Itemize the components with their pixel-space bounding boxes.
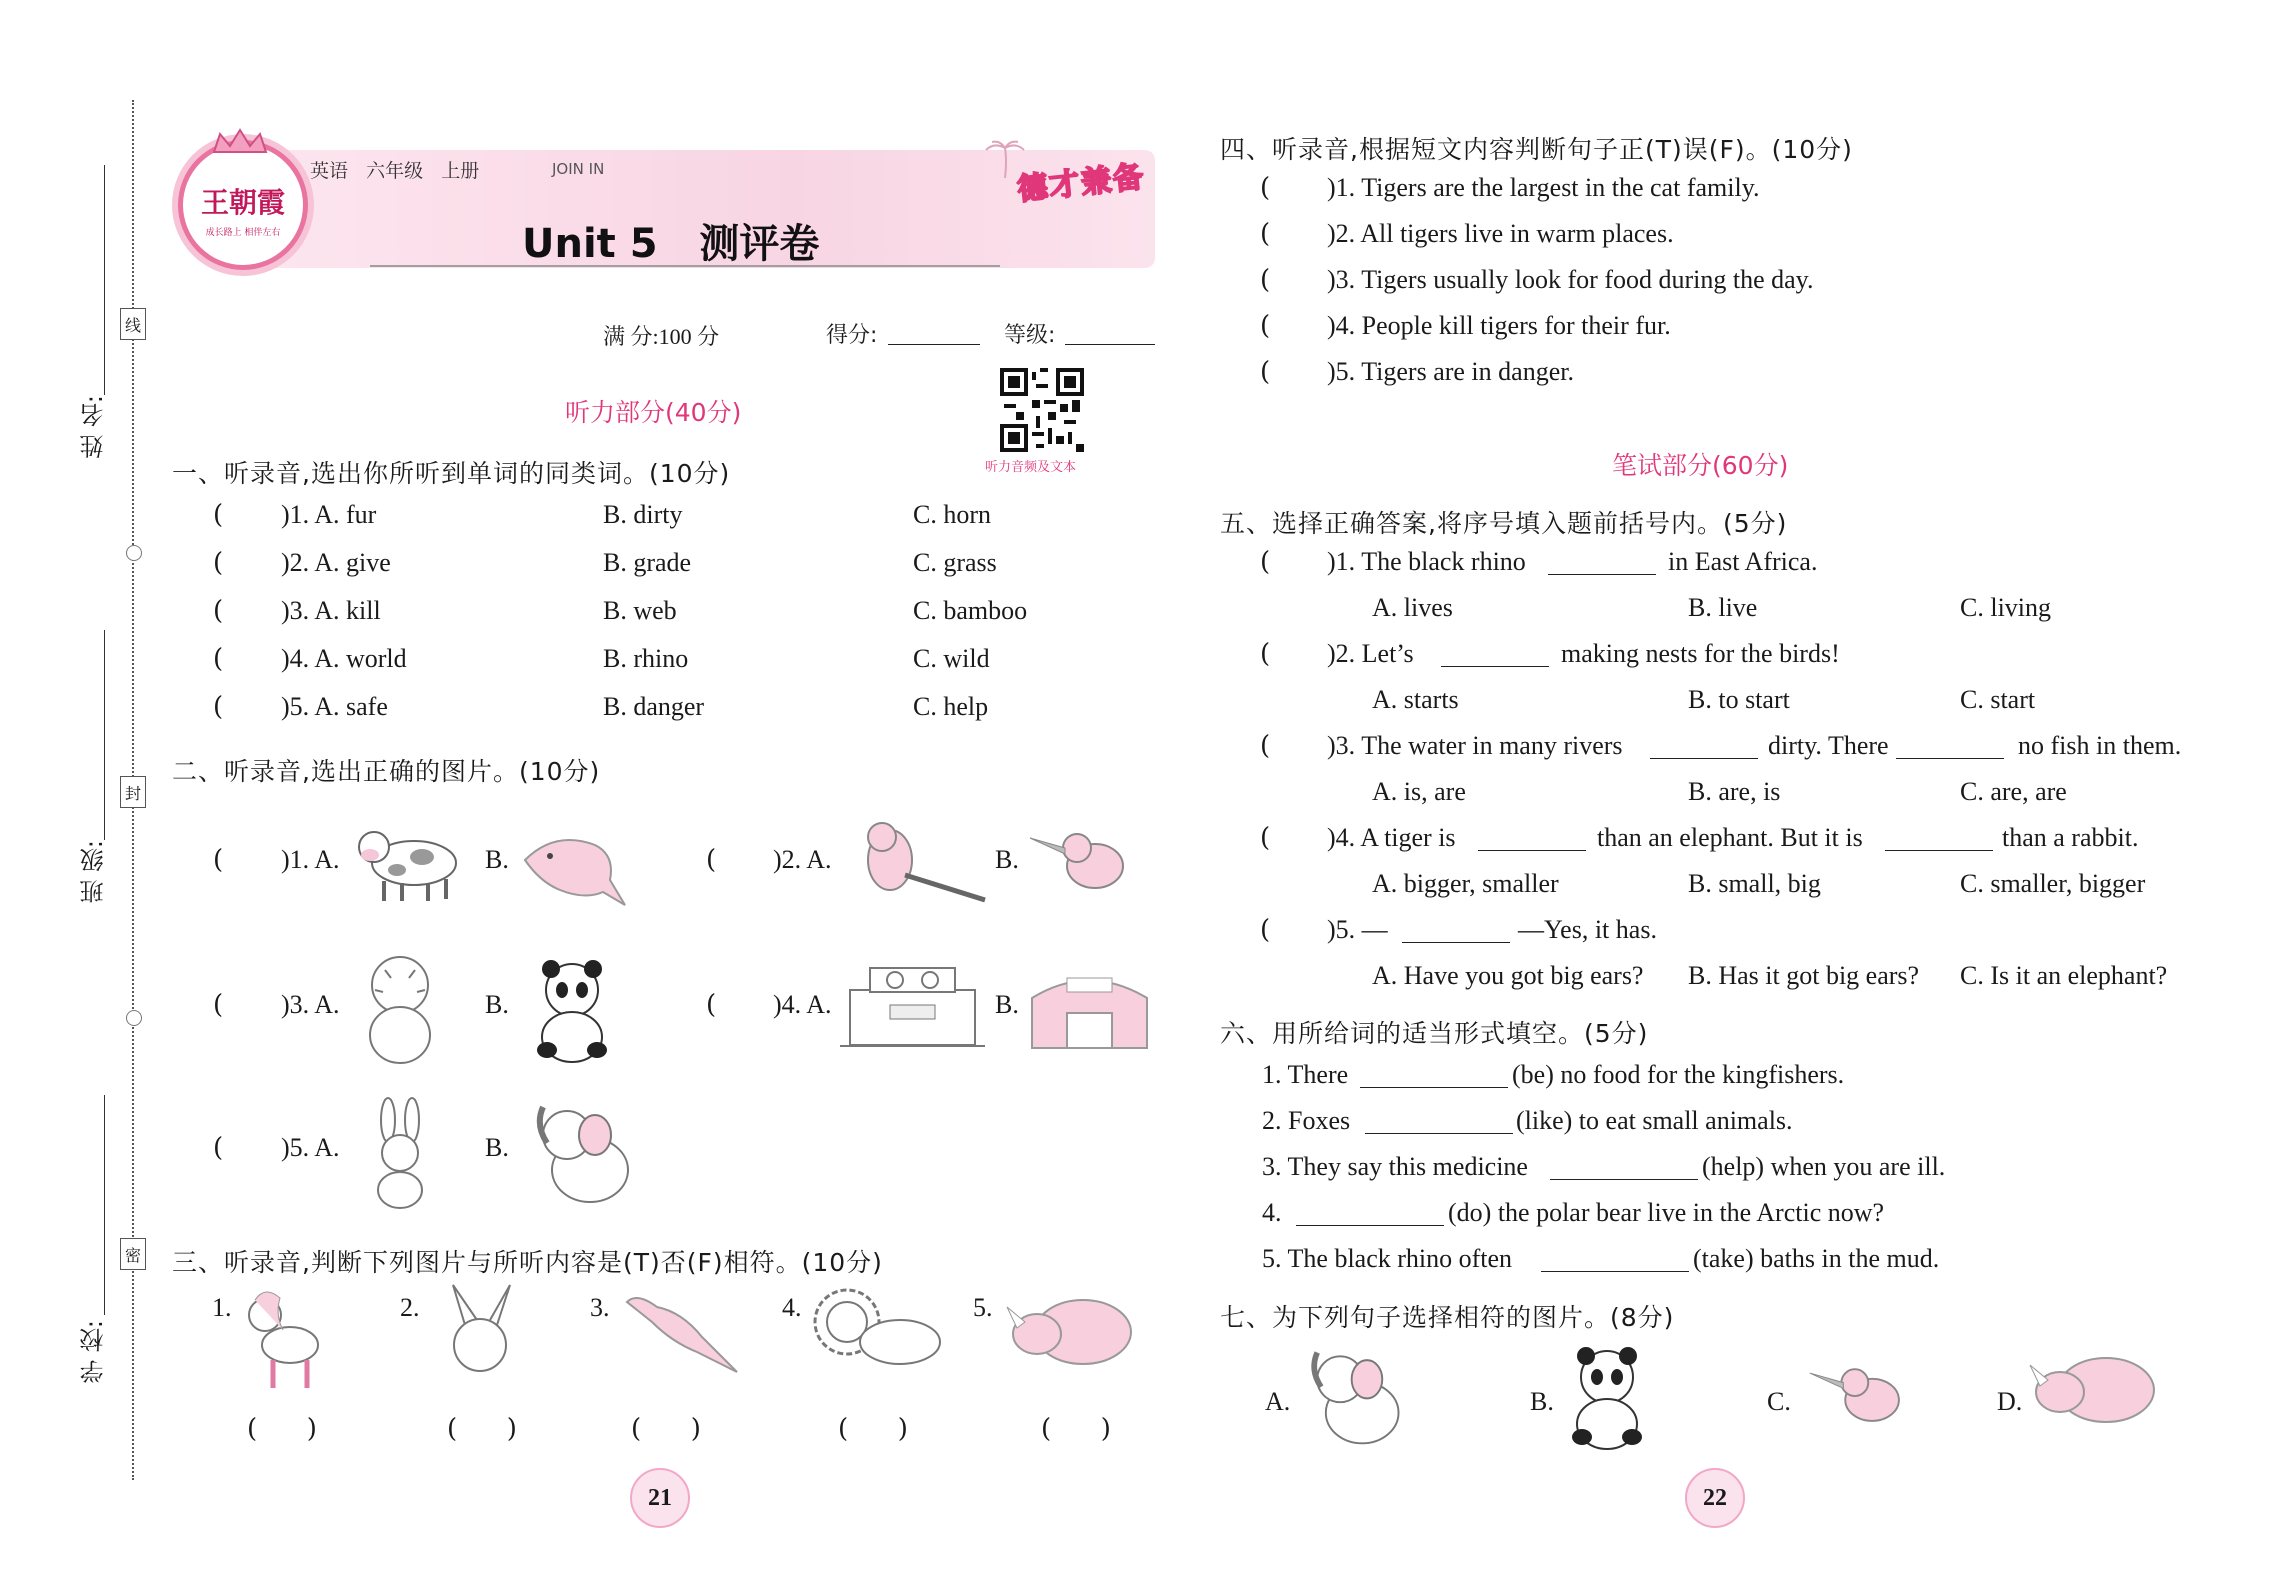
s3-no-3: 3. [590, 1293, 610, 1322]
answer-bracket[interactable]: ( [1260, 915, 1271, 945]
s5-q4-part-c: than a rabbit. [2002, 823, 2139, 852]
s2-q4: )4. A. [773, 990, 832, 1019]
lion-image [805, 1280, 950, 1380]
s5-q2-opt-b: B. to start [1688, 685, 1790, 714]
dolphin-image [515, 820, 635, 915]
class-underline [104, 630, 105, 840]
s1-q2: )2. A. give [281, 548, 391, 577]
s5-q5-opt-c: C. Is it an elephant? [1960, 961, 2168, 990]
answer-bracket[interactable]: ( [213, 548, 224, 578]
s1-q4: )4. A. world [281, 644, 407, 673]
bunny-head-image [435, 1280, 525, 1380]
s2-q3: )3. A. [281, 990, 340, 1019]
s7-label-b: B. [1530, 1387, 1554, 1416]
s5-q1-opt-c: C. living [1960, 593, 2052, 622]
s6-q2-blank[interactable] [1365, 1109, 1513, 1134]
section-5-title: 五、选择正确答案,将序号填入题前括号内。(5分) [1220, 509, 1788, 538]
series-info: 英语 六年级 上册 [310, 160, 480, 182]
s1-q2-b: B. grade [603, 548, 692, 577]
s5-q1-opt-a: A. lives [1372, 593, 1453, 622]
answer-bracket[interactable]: ( [1260, 173, 1271, 203]
s3-answer-2[interactable]: ( ) [447, 1414, 517, 1444]
s2-q2-b: B. [995, 845, 1019, 874]
brand-logo [178, 140, 308, 270]
s1-q2-c: C. grass [913, 548, 997, 577]
s7-label-a: A. [1265, 1387, 1291, 1416]
s5-q4-blank-2[interactable] [1885, 826, 1993, 851]
s5-q4-part-b: than an elephant. But it is [1597, 823, 1863, 852]
s2-q1: )1. A. [281, 845, 340, 874]
virtue-badge: 德才兼备 [1015, 159, 1147, 208]
s6-q3-part-b: (help) when you are ill. [1702, 1152, 1946, 1181]
s3-no-5: 5. [973, 1293, 993, 1322]
s3-no-2: 2. [400, 1293, 420, 1322]
s1-q5: )5. A. safe [281, 692, 388, 721]
s1-q1: )1. A. fur [281, 500, 377, 529]
answer-bracket[interactable]: ( [213, 596, 224, 626]
section-4-title: 四、听录音,根据短文内容判断句子正(T)误(F)。(10分) [1220, 135, 1853, 164]
s5-q3-opt-b: B. are, is [1688, 777, 1781, 806]
s5-q3-part-c: no fish in them. [2018, 731, 2182, 760]
s4-q2: )2. All tigers live in warm places. [1327, 219, 1674, 248]
s3-answer-4[interactable]: ( ) [838, 1414, 908, 1444]
s7-elephant-image [1300, 1340, 1410, 1452]
s2-q2: )2. A. [773, 845, 832, 874]
s6-q2-part-b: (like) to eat small animals. [1516, 1106, 1793, 1135]
s1-q1-b: B. dirty [603, 500, 683, 529]
answer-bracket[interactable]: ( [1260, 731, 1271, 761]
s5-q5-blank[interactable] [1402, 918, 1510, 943]
s5-q3-blank-2[interactable] [1896, 734, 2004, 759]
cow-image [352, 815, 467, 905]
qr-caption: 听力音频及文本 [985, 460, 1077, 475]
grade-field[interactable] [1065, 344, 1155, 345]
s6-q1-part-a: 1. There [1262, 1060, 1349, 1089]
section-2-title: 二、听录音,选出正确的图片。(10分) [172, 757, 601, 786]
s5-q2-part-b: making nests for the birds! [1561, 639, 1840, 668]
zoo-image [1027, 968, 1152, 1053]
s5-q5-part-b: —Yes, it has. [1518, 915, 1657, 944]
palm-decoration-icon [980, 140, 1030, 180]
s2-q4-b: B. [995, 990, 1019, 1019]
answer-bracket[interactable]: ( [213, 644, 224, 674]
answer-bracket[interactable]: ( [213, 692, 224, 722]
s5-q4-part-a: )4. A tiger is [1327, 823, 1456, 852]
page-number-right: 22 [1685, 1468, 1745, 1528]
s3-answer-5[interactable]: ( ) [1041, 1414, 1111, 1444]
s1-q3-c: C. bamboo [913, 596, 1028, 625]
s1-q5-b: B. danger [603, 692, 705, 721]
s5-q2-opt-a: A. starts [1372, 685, 1459, 714]
s6-q1-part-b: (be) no food for the kingfishers. [1512, 1060, 1845, 1089]
brand-name: 王朝霞 [200, 186, 285, 219]
s1-q5-c: C. help [913, 692, 989, 721]
crown-icon [210, 128, 270, 154]
s6-q4-part-b: (do) the polar bear live in the Arctic now? [1448, 1198, 1885, 1227]
s6-q4-blank[interactable] [1296, 1201, 1444, 1226]
s1-q1-c: C. horn [913, 500, 991, 529]
s5-q2-opt-c: C. start [1960, 685, 2036, 714]
class-label: 班 级: [80, 840, 108, 904]
answer-bracket[interactable]: ( [213, 500, 224, 530]
edition-label: JOIN IN [552, 160, 605, 178]
cinema-image [840, 960, 985, 1050]
qr-code[interactable] [1000, 368, 1084, 452]
s2-q5: )5. A. [281, 1133, 340, 1162]
answer-bracket[interactable]: ( [1260, 265, 1271, 295]
s1-q4-c: C. wild [913, 644, 990, 673]
answer-bracket[interactable]: ( [213, 990, 224, 1020]
answer-bracket[interactable]: ( [706, 990, 717, 1020]
answer-bracket[interactable]: ( [1260, 219, 1271, 249]
cut-mark-line: 线 [120, 308, 146, 340]
s6-q3-blank[interactable] [1550, 1155, 1698, 1180]
s5-q5-opt-b: B. Has it got big ears? [1688, 961, 1920, 990]
name-label: 姓 名: [80, 395, 108, 459]
name-underline [104, 165, 105, 395]
s5-q4-blank-1[interactable] [1478, 826, 1586, 851]
school-label: 学 校: [80, 1320, 108, 1384]
page-number-left: 21 [630, 1468, 690, 1528]
s2-q3-b: B. [485, 990, 509, 1019]
tiger-image [355, 950, 445, 1065]
answer-bracket[interactable]: ( [1260, 547, 1271, 577]
s4-q3: )3. Tigers usually look for food during the day. [1327, 265, 1814, 294]
s5-q3-part-a: )3. The water in many rivers [1327, 731, 1623, 760]
s1-q3: )3. A. kill [281, 596, 381, 625]
s3-answer-3[interactable]: ( ) [631, 1414, 701, 1444]
s5-q1-blank[interactable] [1548, 550, 1656, 575]
section-1-title: 一、听录音,选出你所听到单词的同类词。(10分) [172, 459, 731, 488]
s1-q3-b: B. web [603, 596, 677, 625]
rabbit-image [360, 1095, 440, 1210]
s6-q4-part-a: 4. [1262, 1198, 1282, 1227]
parrot-image [850, 815, 990, 910]
s5-q2-part-a: )2. Let’s [1327, 639, 1414, 668]
s7-kingfisher-image [1805, 1352, 1920, 1442]
binding-hole [126, 1010, 142, 1026]
kangaroo-image [612, 1282, 742, 1377]
grade-label: 等级: [1004, 323, 1056, 348]
writing-section-header: 笔试部分(60分) [1612, 451, 1789, 480]
answer-bracket[interactable]: ( [1260, 823, 1271, 853]
pony-image [235, 1280, 335, 1395]
s7-panda-image [1560, 1342, 1655, 1452]
s6-q3-part-a: 3. They say this medicine [1262, 1152, 1528, 1181]
s7-label-d: D. [1997, 1387, 2023, 1416]
s6-q2-part-a: 2. Foxes [1262, 1106, 1351, 1135]
s4-q1: )1. Tigers are the largest in the cat family. [1327, 173, 1760, 202]
answer-bracket[interactable]: ( [213, 845, 224, 875]
cut-mark-seal: 封 [120, 776, 146, 808]
s2-q1-b: B. [485, 845, 509, 874]
s3-no-1: 1. [212, 1293, 232, 1322]
rhino-image [1005, 1282, 1140, 1382]
s7-rhino-image [2028, 1340, 2163, 1440]
elephant-image [525, 1095, 640, 1210]
s5-q3-opt-c: C. are, are [1960, 777, 2067, 806]
s5-q5-opt-a: A. Have you got big ears? [1372, 961, 1644, 990]
s5-q3-part-b: dirty. There [1768, 731, 1889, 760]
answer-bracket[interactable]: ( [1260, 357, 1271, 387]
listening-section-header: 听力部分(40分) [565, 398, 742, 427]
s2-q5-b: B. [485, 1133, 509, 1162]
cut-mark-secret: 密 [120, 1238, 146, 1270]
s4-q5: )5. Tigers are in danger. [1327, 357, 1574, 386]
binding-hole [126, 545, 142, 561]
answer-bracket[interactable]: ( [1260, 311, 1271, 341]
s4-q4: )4. People kill tigers for their fur. [1327, 311, 1671, 340]
s5-q3-opt-a: A. is, are [1372, 777, 1466, 806]
s5-q4-opt-b: B. small, big [1688, 869, 1821, 898]
brand-subtitle: 成长路上 相伴左右 [205, 228, 281, 238]
kingfisher-image [1025, 818, 1145, 908]
s7-label-c: C. [1767, 1387, 1791, 1416]
s5-q4-opt-c: C. smaller, bigger [1960, 869, 2146, 898]
score-field[interactable] [888, 344, 980, 345]
s5-q3-blank-1[interactable] [1650, 734, 1758, 759]
s5-q2-blank[interactable] [1441, 642, 1549, 667]
s5-q1-part-a: )1. The black rhino [1327, 547, 1526, 576]
s5-q5-part-a: )5. — [1327, 915, 1388, 944]
answer-bracket[interactable]: ( [706, 845, 717, 875]
s6-q5-part-a: 5. The black rhino often [1262, 1244, 1513, 1273]
school-underline [104, 1095, 105, 1315]
s5-q1-opt-b: B. live [1688, 593, 1758, 622]
full-score: 满 分:100 分 [603, 324, 720, 349]
answer-bracket[interactable]: ( [1260, 639, 1271, 669]
s3-answer-1[interactable]: ( ) [247, 1414, 317, 1444]
s6-q5-part-b: (take) baths in the mud. [1693, 1244, 1940, 1273]
test-title: Unit 5 测评卷 [522, 221, 820, 267]
section-3-title: 三、听录音,判断下列图片与所听内容是(T)否(F)相符。(10分) [172, 1248, 883, 1277]
s5-q1-part-b: in East Africa. [1668, 547, 1818, 576]
section-6-title: 六、用所给词的适当形式填空。(5分) [1220, 1019, 1649, 1048]
panda-image [525, 955, 620, 1065]
answer-bracket[interactable]: ( [213, 1133, 224, 1163]
score-label: 得分: [826, 323, 878, 348]
s1-q4-b: B. rhino [603, 644, 689, 673]
s6-q5-blank[interactable] [1541, 1247, 1689, 1272]
s6-q1-blank[interactable] [1360, 1063, 1508, 1088]
s3-no-4: 4. [782, 1293, 802, 1322]
section-7-title: 七、为下列句子选择相符的图片。(8分) [1220, 1303, 1675, 1332]
s5-q4-opt-a: A. bigger, smaller [1372, 869, 1559, 898]
